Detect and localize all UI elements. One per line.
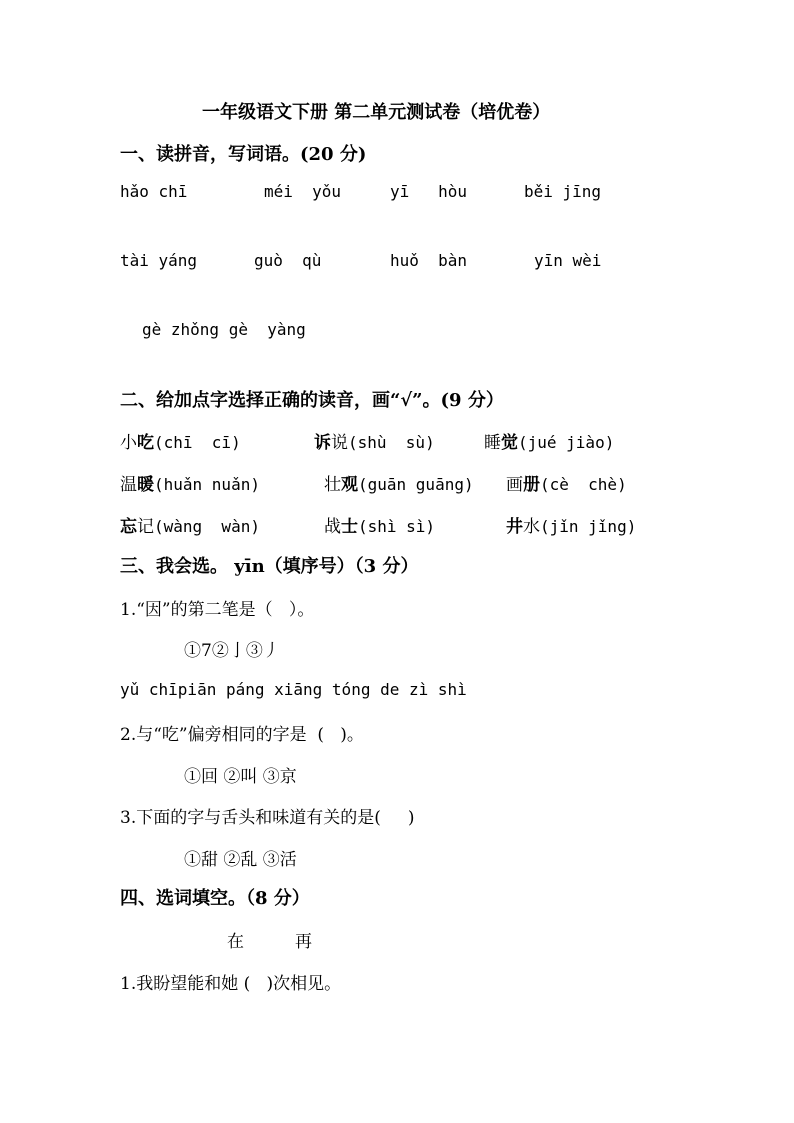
pronunciation-item: 小吃(chī cī)	[120, 433, 241, 453]
page-title: 一年级语文下册 第二单元测试卷（培优卷）	[202, 102, 551, 123]
pinyin-word: huǒ bàn	[390, 251, 468, 270]
pinyin-word: tài yáng	[120, 251, 198, 270]
pronunciation-item: 诉说(shù sù)	[314, 433, 435, 453]
section-4-heading: 四、选词填空。（8 分）	[120, 888, 310, 909]
question-1: 1.“因”的第二笔是（ ）。	[120, 600, 315, 620]
fill-question-1: 1.我盼望能和她 ( )次相见。	[120, 974, 342, 994]
word-choice: 再	[295, 932, 312, 952]
pinyin-word: yī hòu	[390, 182, 468, 201]
pinyin-word: běi jīng	[524, 182, 602, 201]
pinyin-word: méi yǒu	[264, 182, 342, 201]
question-3: 3.下面的字与舌头和味道有关的是( )	[120, 808, 415, 828]
question-1-options: ①7②亅③丿	[184, 641, 280, 661]
pinyin-word: guò qù	[254, 251, 322, 270]
pronunciation-item: 井水(jǐn jǐng)	[506, 517, 637, 537]
question-3-options: ①甜 ②乱 ③活	[184, 850, 297, 870]
pinyin-word: yīn wèi	[534, 251, 602, 270]
question-2-options: ①回 ②叫 ③京	[184, 767, 297, 787]
pronunciation-item: 忘记(wàng wàn)	[120, 517, 260, 537]
section-2-heading: 二、给加点字选择正确的读音，画“√”。(9 分）	[120, 390, 504, 411]
pinyin-word: gè zhǒng gè yàng	[142, 320, 306, 339]
pinyin-word: hǎo chī	[120, 182, 188, 201]
pronunciation-item: 壮观(guān guāng)	[324, 475, 474, 495]
pronunciation-item: 睡觉(jué jiào)	[484, 433, 615, 453]
pinyin-line: yǔ chīpiān páng xiāng tóng de zì shì	[120, 680, 467, 699]
word-choice: 在	[227, 932, 244, 952]
pronunciation-item: 温暖(huǎn nuǎn)	[120, 475, 260, 495]
pronunciation-item: 战士(shì sì)	[324, 517, 436, 537]
question-2: 2.与“吃”偏旁相同的字是 ( )。	[120, 725, 364, 745]
section-1-heading: 一、读拼音，写词语。(20 分)	[120, 144, 367, 165]
pronunciation-item: 画册(cè chè)	[506, 475, 627, 495]
section-3-heading: 三、我会选。 yīn（填序号）（3 分）	[120, 556, 419, 577]
